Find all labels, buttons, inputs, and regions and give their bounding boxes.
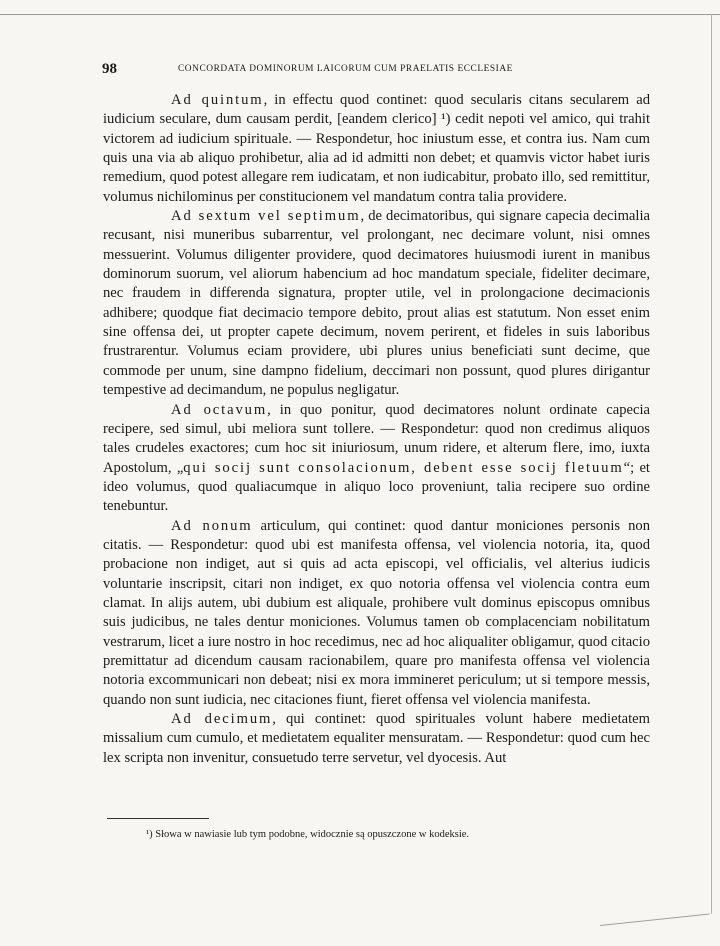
page-header: [102, 62, 662, 78]
article-lead: Ad sextum vel septimum: [171, 208, 361, 225]
page-edge-top: [0, 14, 720, 15]
article-lead: Ad quintum: [171, 92, 264, 108]
footnote: ¹) Słowa w nawiasie lub tym podobne, widocznie są opuszczone w kodeksie.: [146, 829, 470, 840]
paragraph-text: , de decimatoribus, qui signare capecia decimalia recusant, nisi muneribus subarrentur, vel prolongant, nec decimare volunt, nisi omnes messuerint. Volumus diligenter providere, quod decimatores huiusmodi iurent in manibus dominorum suorum, vel aliorum habencium ad hoc mandatum speciale, fideliter decimare, nec fraudem in differenda signatura, propter utile, vel in prolongacione decimacionis adhibere; quodque fiat decimacio tempore debito, prout alias est statutum. Non esset enim sine offensa dei, ut propter capete decimum, novem perirent, et fideles in suis laboribus frustrarentur. Volumus eciam providere, ubi plures unius beneficiati sunt decime, que commode per unum, sine dampno fidelium, deccimari non possunt, quod plures dirigantur tempestive ad decimandum, ne populus negligatur.: [103, 208, 650, 399]
paragraph-octavum: [103, 401, 650, 517]
page-edge-bottom: [600, 914, 710, 926]
body-text: [103, 91, 650, 768]
paragraph-text: , in effectu quod continet: quod secularis citans secularem ad iudicium seculare, dum causam perdit, [eandem clerico] ¹) cedit nepoti vel amico, qui trahit victorem ad iudicium spirituale. — Respondetur, hoc iniustum esse, et contra ius. Nam cum quis una via ab aliquo prohibetur, alia ad id admitti non debet; et quamvis victor habet iuris remedium, quod potest allegare rem iudicatam, et non iudicabitur, probato illo, sed remittitur, volumus nichilominus per constitucionem vel mandatum contra talia providere.: [103, 92, 650, 205]
page-number: 98: [102, 61, 117, 77]
apostle-quote: qui socij sunt consolacionum, debent esse socij fletuum: [183, 459, 624, 476]
paragraph-text: “; et ideo volumus, quod qualiacumque in aliquo loco proveniunt, talia recipere suo ordine tenebuntur.: [103, 459, 650, 515]
article-lead: Ad octavum: [171, 401, 268, 418]
footnote-rule: [107, 818, 209, 819]
article-lead: Ad decimum: [171, 711, 273, 727]
article-lead: Ad nonum: [171, 517, 253, 534]
paragraph-nonum: [103, 517, 650, 710]
paragraph-text: articulum, qui continet: quod dantur moniciones personis non citatis. — Respondetur: quod ubi est manifesta offensa, vel violencia notoria, ita, quod probacione non indiget, aut si quis ad acta episcopi, vel officialis, vel alterius iudicis voluntarie inscripsit, citari non indiget, ex quo notoria offensa vel violencia contra eum clamat. In alijs autem, ubi dubium est aliquale, prohibere vult dominus episcopus omnibus suis judicibus, ne tales dentur moniciones. Volumus tamen ob complacenciam nobilitatum vestrarum, licet a iure nostro in hoc recedimus, nec ad hoc aliqualiter obligamur, quod citacio premittatur ad dicendum causam racionabilem, quare pro manifesta offensa vel violencia notoria excommunicari non debeat; nisi ex mora immineret periculum; ut si tempore messis, quando non sunt iudicia, nec citaciones fiunt, fieret offensa vel violencia manifesta.: [103, 517, 650, 708]
page-edge-right: [711, 14, 712, 914]
paragraph-text: , qui continet: quod spirituales volunt habere medietatem missalium cum cumulo, et medietatem equaliter mensuratam. — Respondetur: quod cum hec lex scripta non invenitur, consuetudo terre servetur, vel dyocesis. Aut: [103, 711, 650, 766]
paragraph-text: , in quo ponitur, quod decimatores nolunt ordinate capecia recipere, sed simul, ubi meliora sunt tollere. — Respondetur: quod non credimus aliquos tales crudeles exactores; cum hoc sit iniuriosum, unum ridere, et alterum flere, imo, iuxta Apostolum, „: [103, 401, 650, 476]
paragraph-quintum: [103, 91, 650, 207]
running-head: CONCORDATA DOMINORUM LAICORUM CUM PRAELATIS ECCLESIAE: [178, 64, 513, 74]
paragraph-decimum: [103, 710, 650, 768]
paragraph-sextum: [103, 207, 650, 400]
